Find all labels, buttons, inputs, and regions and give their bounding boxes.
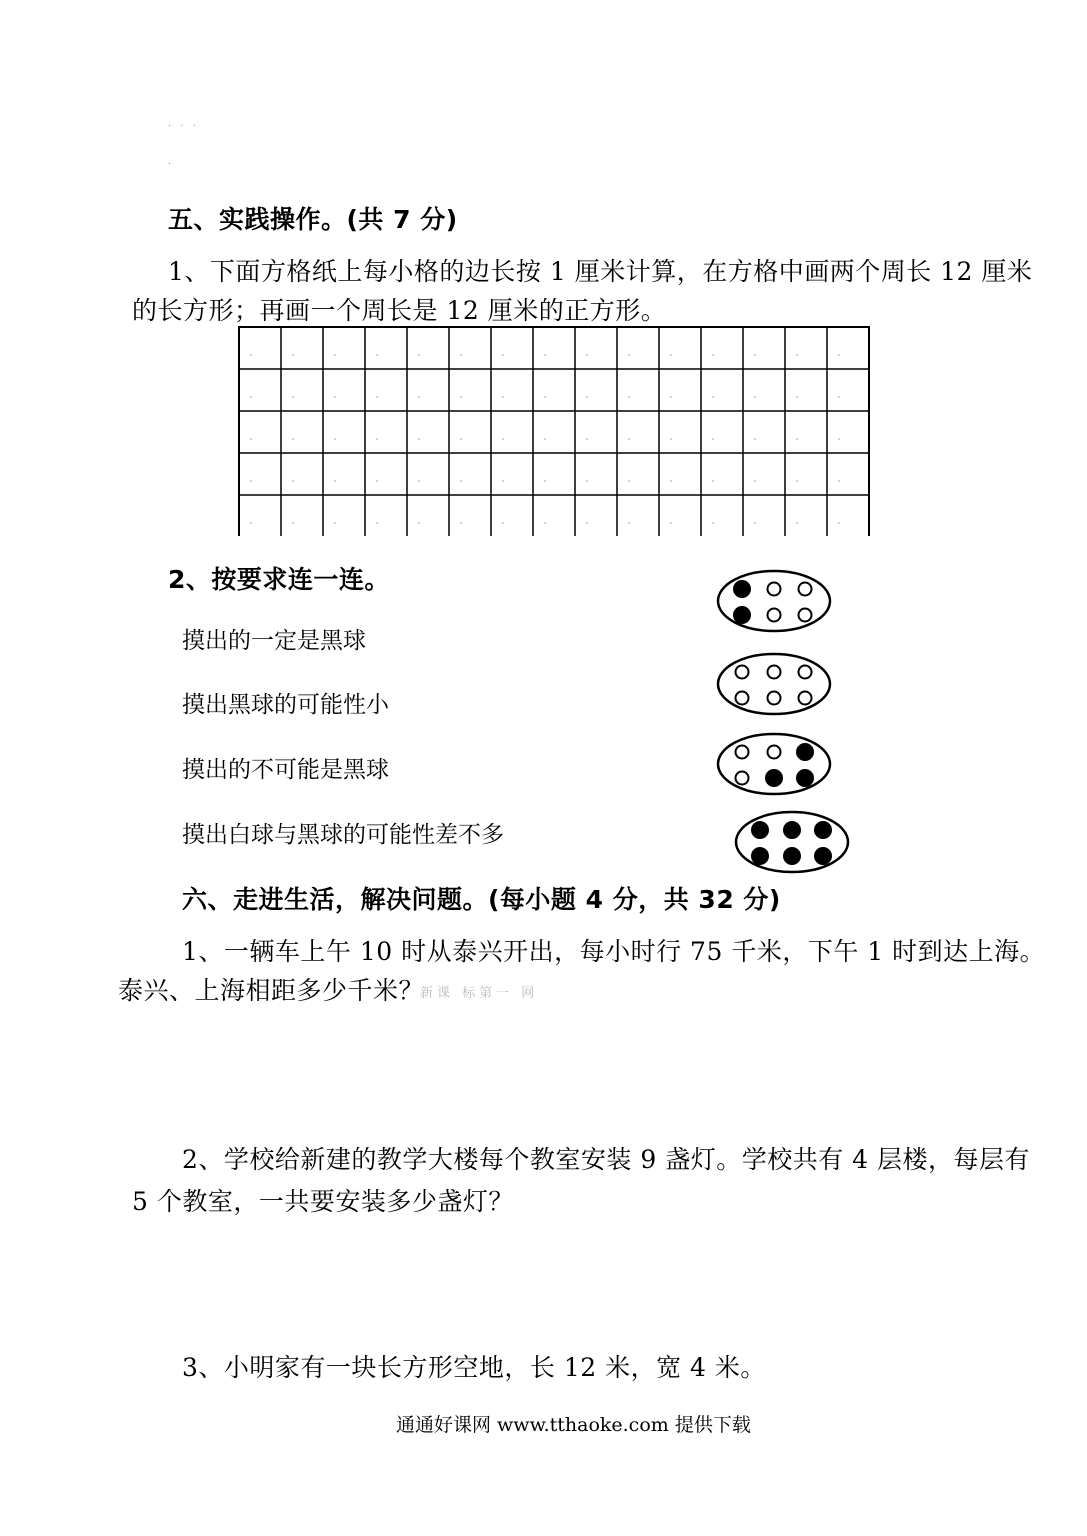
grid-dot xyxy=(628,396,630,398)
header-dots: . . . xyxy=(168,118,199,129)
grid-dot xyxy=(712,438,714,440)
black-ball xyxy=(752,848,768,864)
grid-dot xyxy=(292,354,294,356)
black-ball xyxy=(815,822,831,838)
white-ball xyxy=(736,692,749,705)
grid-dot xyxy=(292,522,294,524)
grid-dot xyxy=(586,396,588,398)
grid-dot xyxy=(796,396,798,398)
option-never-black: 摸出的不可能是黑球 xyxy=(182,757,389,783)
grid-dot xyxy=(460,438,462,440)
black-ball xyxy=(784,848,800,864)
ball-bag-1 xyxy=(716,569,834,635)
grid-dot xyxy=(838,438,840,440)
footer-credit: 通通好课网 www.tthaoke.com 提供下载 xyxy=(396,1414,751,1436)
grid-dot xyxy=(796,438,798,440)
grid-dot xyxy=(250,480,252,482)
grid-dot xyxy=(460,522,462,524)
grid-dot xyxy=(334,522,336,524)
option-black-unlikely: 摸出黑球的可能性小 xyxy=(182,692,389,718)
grid-dot xyxy=(334,438,336,440)
grid-dot xyxy=(838,480,840,482)
white-ball xyxy=(736,772,749,785)
grid-dot xyxy=(376,354,378,356)
option-equal-chance: 摸出白球与黑球的可能性差不多 xyxy=(182,822,504,848)
grid-dot xyxy=(586,522,588,524)
grid-dot xyxy=(712,396,714,398)
white-ball xyxy=(799,692,812,705)
grid-dot xyxy=(670,396,672,398)
white-ball xyxy=(799,666,812,679)
grid-dot xyxy=(502,480,504,482)
grid-dot xyxy=(586,354,588,356)
section5-title: 五、实践操作。(共 7 分) xyxy=(168,205,458,234)
white-ball xyxy=(768,583,781,596)
grid-dot xyxy=(376,438,378,440)
grid-dot xyxy=(376,480,378,482)
s6-q1-line1: 1、一辆车上午 10 时从泰兴开出，每小时行 75 千米，下午 1 时到达上海。 xyxy=(182,937,1046,966)
grid-dot xyxy=(544,396,546,398)
grid-dot xyxy=(628,480,630,482)
grid-dot xyxy=(628,438,630,440)
grid-dot xyxy=(838,396,840,398)
grid-dot xyxy=(796,480,798,482)
grid-dot xyxy=(796,354,798,356)
grid-dot xyxy=(292,480,294,482)
grid-dot xyxy=(670,354,672,356)
black-ball xyxy=(797,744,813,760)
grid-dot xyxy=(838,354,840,356)
grid-dot xyxy=(544,480,546,482)
grid-dot xyxy=(754,438,756,440)
s5-q2-title: 2、按要求连一连。 xyxy=(168,565,390,594)
grid-dot xyxy=(544,522,546,524)
grid-dot xyxy=(502,396,504,398)
square-grid-paper xyxy=(238,326,870,536)
white-ball xyxy=(799,583,812,596)
grid-dot xyxy=(586,480,588,482)
grid-dot xyxy=(418,396,420,398)
grid-dot xyxy=(712,354,714,356)
option-always-black: 摸出的一定是黑球 xyxy=(182,628,366,654)
grid-dot xyxy=(250,354,252,356)
black-ball xyxy=(752,822,768,838)
grid-dot xyxy=(502,438,504,440)
ball-bag-4 xyxy=(734,810,852,876)
grid-dot xyxy=(460,480,462,482)
grid-dot xyxy=(418,522,420,524)
white-ball xyxy=(768,692,781,705)
s6-q3-line1: 3、小明家有一块长方形空地，长 12 米，宽 4 米。 xyxy=(182,1353,766,1382)
grid-dot xyxy=(250,438,252,440)
grid-dot xyxy=(628,522,630,524)
white-ball xyxy=(736,746,749,759)
grid-dot xyxy=(502,522,504,524)
grid-dot xyxy=(502,354,504,356)
grid-dot xyxy=(754,354,756,356)
grid-dot xyxy=(754,396,756,398)
grid-dot xyxy=(460,396,462,398)
grid-dot xyxy=(418,354,420,356)
black-ball xyxy=(734,581,750,597)
grid-dot xyxy=(460,354,462,356)
white-ball xyxy=(736,666,749,679)
s6-q1-line2: 泰兴、上海相距多少千米？ xyxy=(118,976,425,1005)
grid-dot xyxy=(292,438,294,440)
grid-dot xyxy=(418,480,420,482)
white-ball xyxy=(768,746,781,759)
grid-dot xyxy=(334,354,336,356)
grid-dot xyxy=(754,480,756,482)
grid-dot xyxy=(292,396,294,398)
grid-dot xyxy=(670,438,672,440)
grid-dot xyxy=(712,522,714,524)
grid-dot xyxy=(376,522,378,524)
white-ball xyxy=(768,666,781,679)
grid-dot xyxy=(418,438,420,440)
ball-bag-2 xyxy=(716,652,834,718)
watermark-text: 新课 标第一 网 xyxy=(420,986,539,1001)
grid-dot xyxy=(334,480,336,482)
black-ball xyxy=(784,822,800,838)
grid-dot xyxy=(250,522,252,524)
black-ball xyxy=(766,770,782,786)
header-dot: . xyxy=(168,156,175,167)
s6-q2-line2: 5 个教室，一共要安装多少盏灯？ xyxy=(132,1187,514,1216)
grid-dot xyxy=(544,438,546,440)
grid-dot xyxy=(376,396,378,398)
grid-dot xyxy=(334,396,336,398)
white-ball xyxy=(799,609,812,622)
black-ball xyxy=(797,770,813,786)
grid-dot xyxy=(544,354,546,356)
black-ball xyxy=(734,607,750,623)
s5-q1-line2: 的长方形；再画一个周长是 12 厘米的正方形。 xyxy=(132,296,667,325)
grid-border xyxy=(239,327,869,536)
white-ball xyxy=(768,609,781,622)
black-ball xyxy=(815,848,831,864)
grid-dot xyxy=(796,522,798,524)
grid-dot xyxy=(250,396,252,398)
grid-dot xyxy=(838,522,840,524)
grid-dot xyxy=(628,354,630,356)
grid-dot xyxy=(670,522,672,524)
grid-dot xyxy=(670,480,672,482)
ball-bag-3 xyxy=(716,732,834,798)
s6-q2-line1: 2、学校给新建的教学大楼每个教室安装 9 盏灯。学校共有 4 层楼，每层有 xyxy=(182,1145,1031,1174)
grid-dot xyxy=(586,438,588,440)
grid-dot xyxy=(754,522,756,524)
grid-dot xyxy=(712,480,714,482)
section6-title: 六、走进生活，解决问题。(每小题 4 分，共 32 分) xyxy=(182,885,781,914)
s5-q1-line1: 1、下面方格纸上每小格的边长按 1 厘米计算，在方格中画两个周长 12 厘米 xyxy=(168,257,1033,286)
